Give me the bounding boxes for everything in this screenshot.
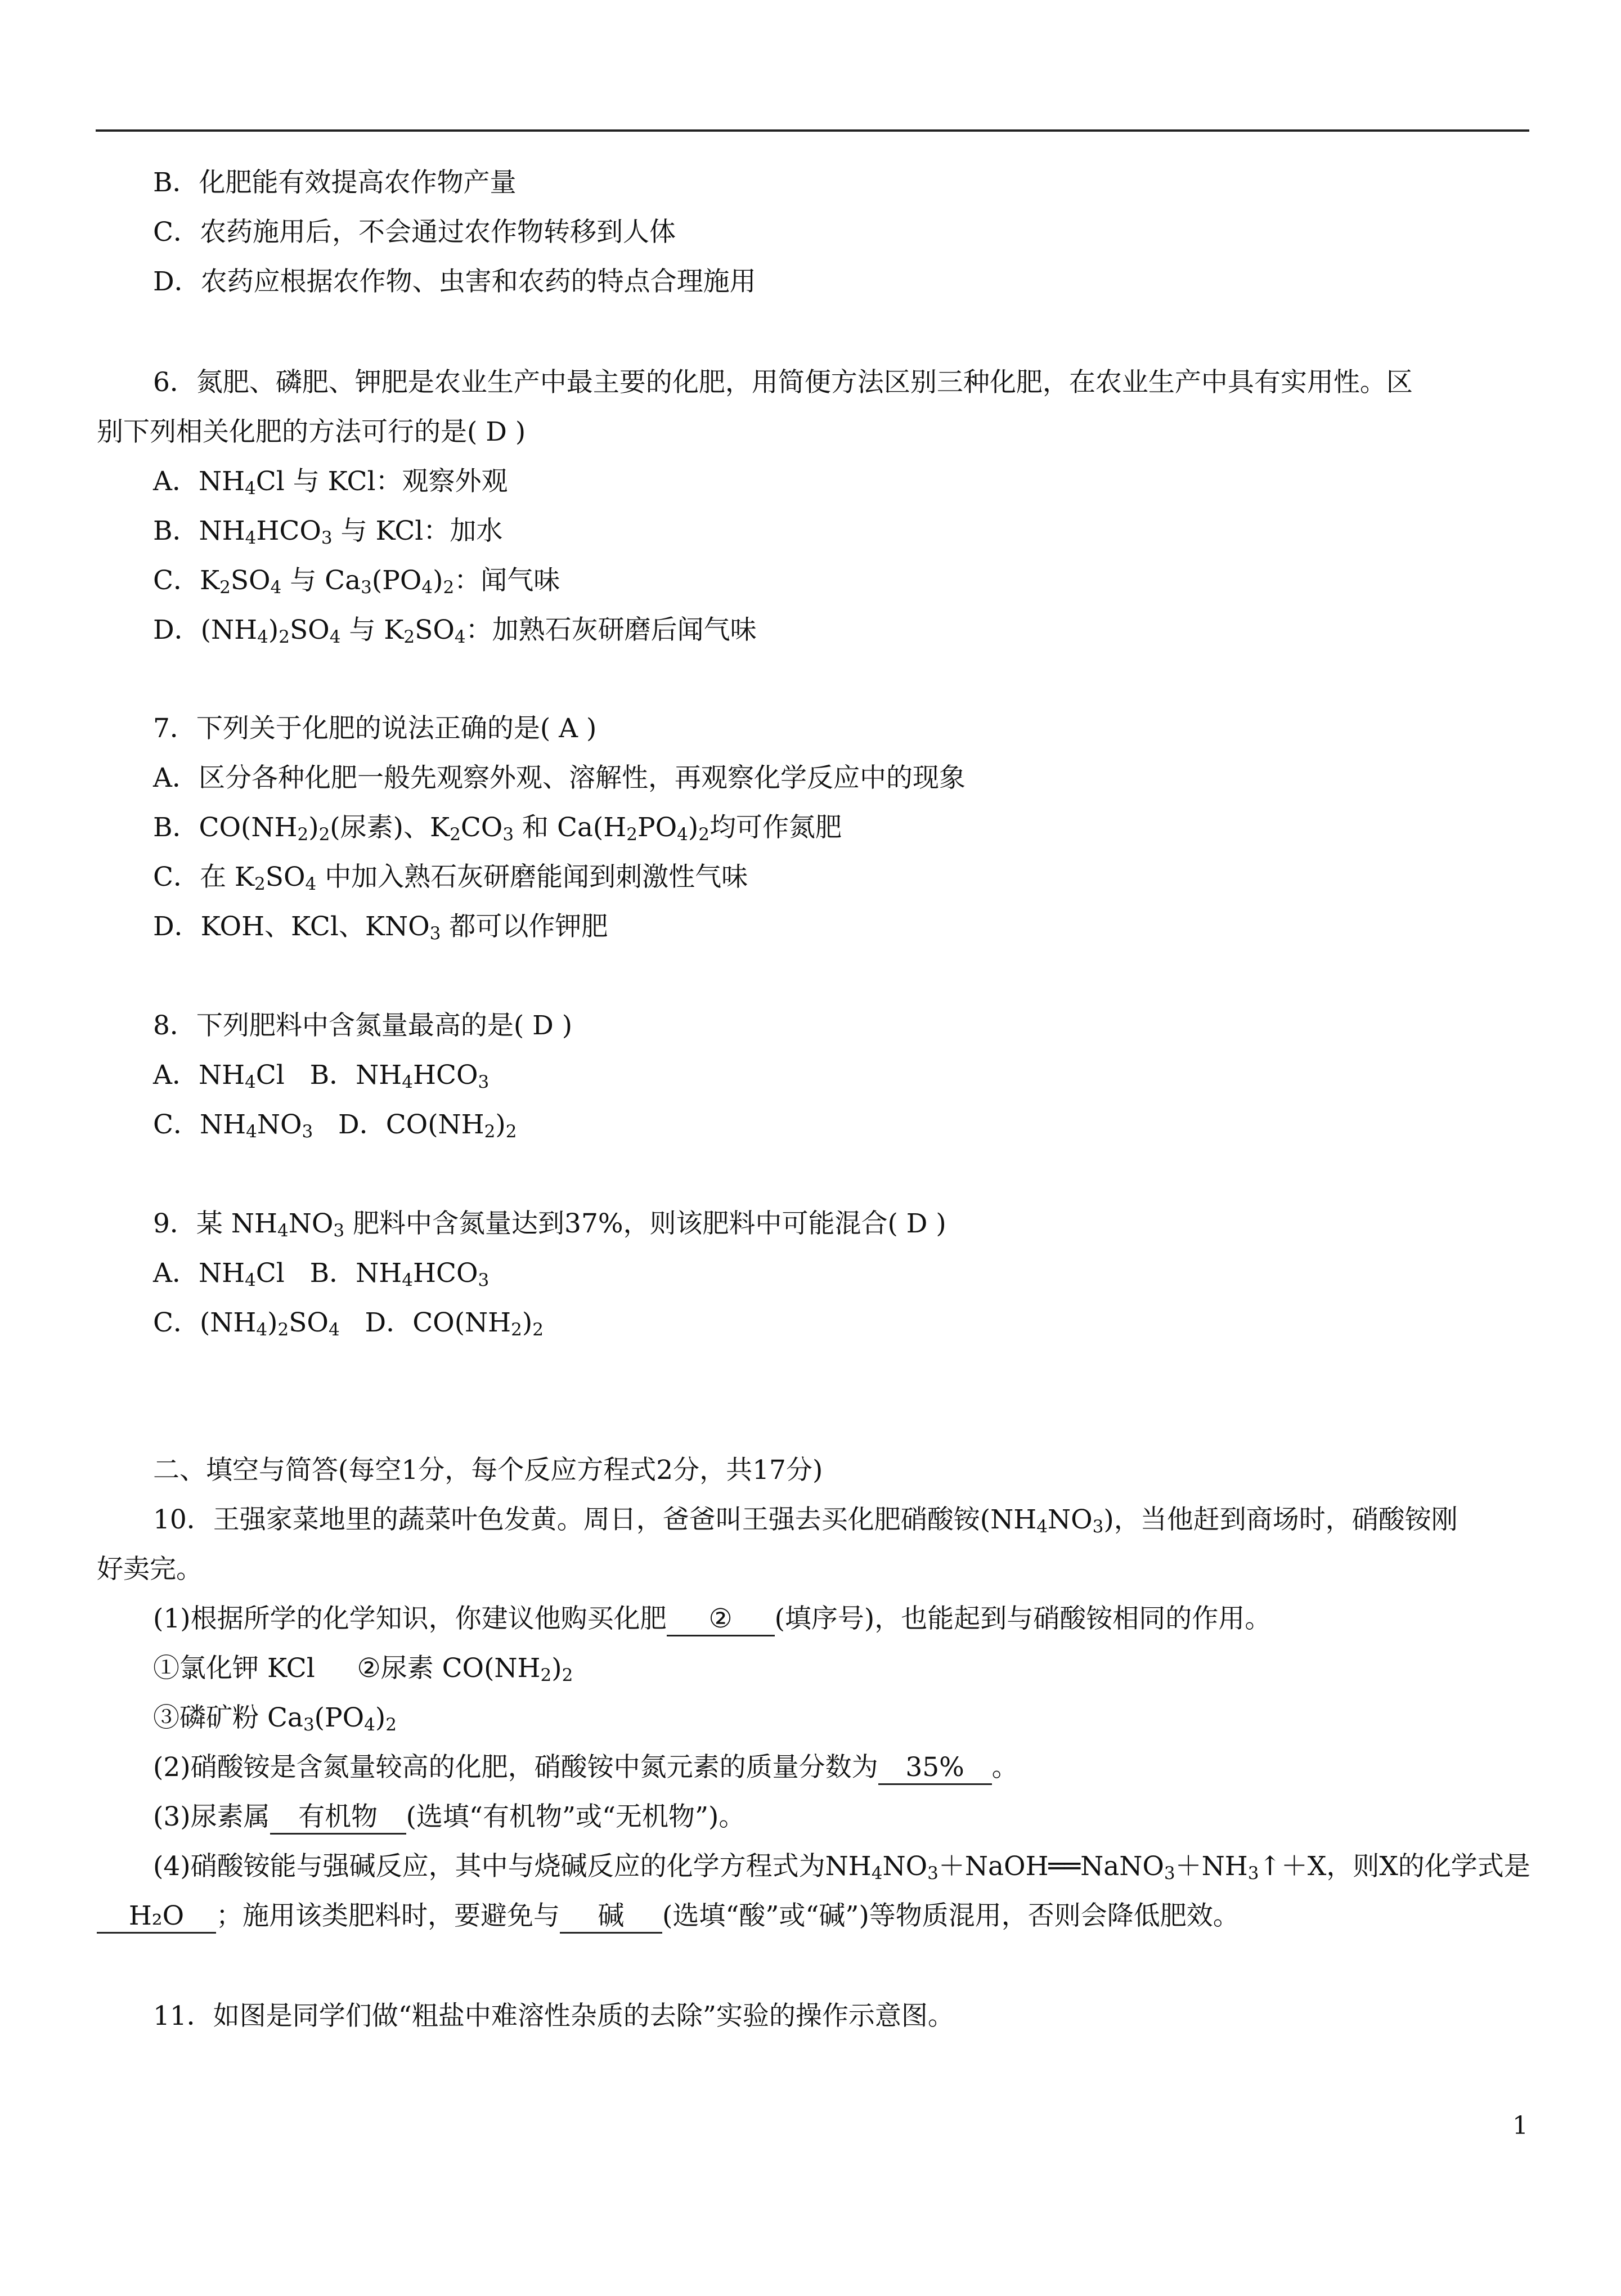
q10-part2-suffix: 。 [991,1752,1018,1783]
q10-choices-line1 [153,1652,573,1685]
q7-option-c-suffix: 中加入熟石灰研磨能闻到刺激性气味 [325,862,748,893]
q10-choice-3-label: ③磷矿粉 [153,1702,267,1733]
q7-option-d: D．KOH、KCl、$KNO_3$ 都可以作钾肥 [153,911,608,944]
q9-stem-prefix: 9．某 [153,1208,223,1239]
q10-choice-1: ①氯化钾 KCl [153,1653,315,1684]
q10-part4-mid: ；施用该类肥料时，要避免与 [216,1900,560,1931]
q6-option-b-method: ：加水 [423,515,503,546]
q6-option-c: C．$K_2SO_4$ 与 $Ca_3(PO_4)_2$：闻气味 [153,565,560,598]
q10-part4-end: (选填“酸”或“碱”)等物质混用，否则会降低肥效。 [662,1900,1240,1931]
q6-option-b: B．$NH_4HCO_3$ 与 KCl：加水 [153,515,503,548]
q5-option-c: C．农药施用后，不会通过农作物转移到人体 [153,217,676,248]
q10-part4-line1: (4)硝酸铵能与强碱反应，其中与烧碱反应的化学方程式为$NH_4NO_3+NaOH══NaNO_3+NH_3↑+X$，则X的化学式是 [153,1851,1530,1884]
q10-stem-line2: 好卖完。 [97,1554,203,1585]
q6-option-c-method: ：闻气味 [454,565,560,596]
q9-options-ab: A．$NH_4Cl$ B．$NH_4HCO_3$ [153,1258,490,1290]
q10-part3-answer-blank: 有机物 [270,1801,406,1835]
q6-stem-line1: 6．氮肥、磷肥、钾肥是农业生产中最主要的化肥，用简便方法区别三种化肥，在农业生产中具有实用性。区 [153,367,1413,398]
q8-stem: 8．下列肥料中含氮量最高的是( D ) [153,1010,573,1041]
q5-option-d: D．农药应根据农作物、虫害和农药的特点合理施用 [153,266,756,297]
q6-option-a: A．$NH_4Cl$ 与 KCl：观察外观 [153,466,508,499]
q10-choice-2: ②尿素 $CO(NH_2)_2$ [357,1653,573,1685]
q8-options-cd: C．$NH_4NO_3$ D．$CO(NH_2)_2$ [153,1109,517,1142]
q10-part4-suffix: ，则X的化学式是 [1326,1851,1530,1882]
q10-choice-2-label: ②尿素 [357,1653,442,1684]
q10-part2 [153,1751,1018,1785]
q6-option-a-method: ：观察外观 [375,466,508,497]
q10-part4-answer2-blank: 碱 [560,1900,662,1934]
q10-stem-text: 10．王强家菜地里的蔬菜叶色发黄。周日，爸爸叫王强去买化肥硝酸铵( [153,1504,991,1535]
q10-part3 [153,1800,745,1835]
q10-part4-prefix: (4)硝酸铵能与强碱反应，其中与烧碱反应的化学方程式为 [153,1851,825,1882]
q10-part1-suffix: (填序号)，也能起到与硝酸铵相同的作用。 [774,1603,1272,1634]
q10-stem-text-end: )，当他赶到商场时，硝酸铵刚 [1103,1504,1458,1535]
q7-option-d-suffix: 都可以作钾肥 [449,911,608,942]
q7-option-a: A．区分各种化肥一般先观察外观、溶解性，再观察化学反应中的现象 [153,763,966,793]
q10-part2-prefix: (2)硝酸铵是含氮量较高的化肥，硝酸铵中氮元素的质量分数为 [153,1752,878,1783]
q10-part4-answer1-blank: H₂O [97,1900,216,1934]
page-number: 1 [1512,2111,1528,2140]
q10-part4-line2 [97,1899,1240,1934]
q10-part1-prefix: (1)根据所学的化学知识，你建议他购买化肥 [153,1603,667,1634]
q6-option-d: D．$(NH_4)_2SO_4$ 与 $K_2SO_4$：加熟石灰研磨后闻气味 [153,615,757,647]
q11-stem: 11．如图是同学们做“粗盐中难溶性杂质的去除”实验的操作示意图。 [153,2001,954,2032]
q7-option-b: B．$CO(NH_2)_2$(尿素)、$K_2CO_3$ 和 $Ca(H_2PO_4)_2$均可作氮肥 [153,812,842,845]
q10-stem-line1: 10．王强家菜地里的蔬菜叶色发黄。周日，爸爸叫王强去买化肥硝酸铵$(NH_4NO_3)$，当他赶到商场时，硝酸铵刚 [153,1504,1458,1537]
q10-part3-prefix: (3)尿素属 [153,1801,270,1832]
section2-heading: 二、填空与简答(每空1分，每个反应方程式2分，共17分) [153,1455,823,1486]
q9-stem-suffix: 肥料中含氮量达到37%，则该肥料中可能混合( D ) [353,1208,946,1239]
q9-stem: 9．某 $NH_4NO_3$ 肥料中含氮量达到37%，则该肥料中可能混合( D ) [153,1208,946,1241]
q8-options-ab: A．$NH_4Cl$ B．$NH_4HCO_3$ [153,1060,490,1092]
q9-options-cd: C．$(NH_4)_2SO_4$ D．$CO(NH_2)_2$ [153,1307,544,1340]
q10-part1-answer-blank: ② [667,1603,775,1636]
q6-option-d-method: ：加熟石灰研磨后闻气味 [465,615,757,645]
q10-choice-3: ③磷矿粉 $Ca_3(PO_4)_2$ [153,1702,397,1735]
header-rule [96,129,1529,132]
q7-option-c: C．在 $K_2SO_4$ 中加入熟石灰研磨能闻到刺激性气味 [153,862,748,894]
q5-option-b: B．化肥能有效提高农作物产量 [153,167,517,198]
q7-option-b-suffix: 均可作氮肥 [709,812,842,843]
q6-stem-line2: 别下列相关化肥的方法可行的是( D ) [97,416,526,447]
q7-option-c-prefix: C．在 [153,862,226,893]
q7-stem: 7．下列关于化肥的说法正确的是( A ) [153,713,597,744]
q10-part2-answer-blank: 35% [878,1752,992,1785]
q10-part1 [153,1602,1271,1636]
q10-part3-suffix: (选填“有机物”或“无机物”)。 [406,1801,746,1832]
